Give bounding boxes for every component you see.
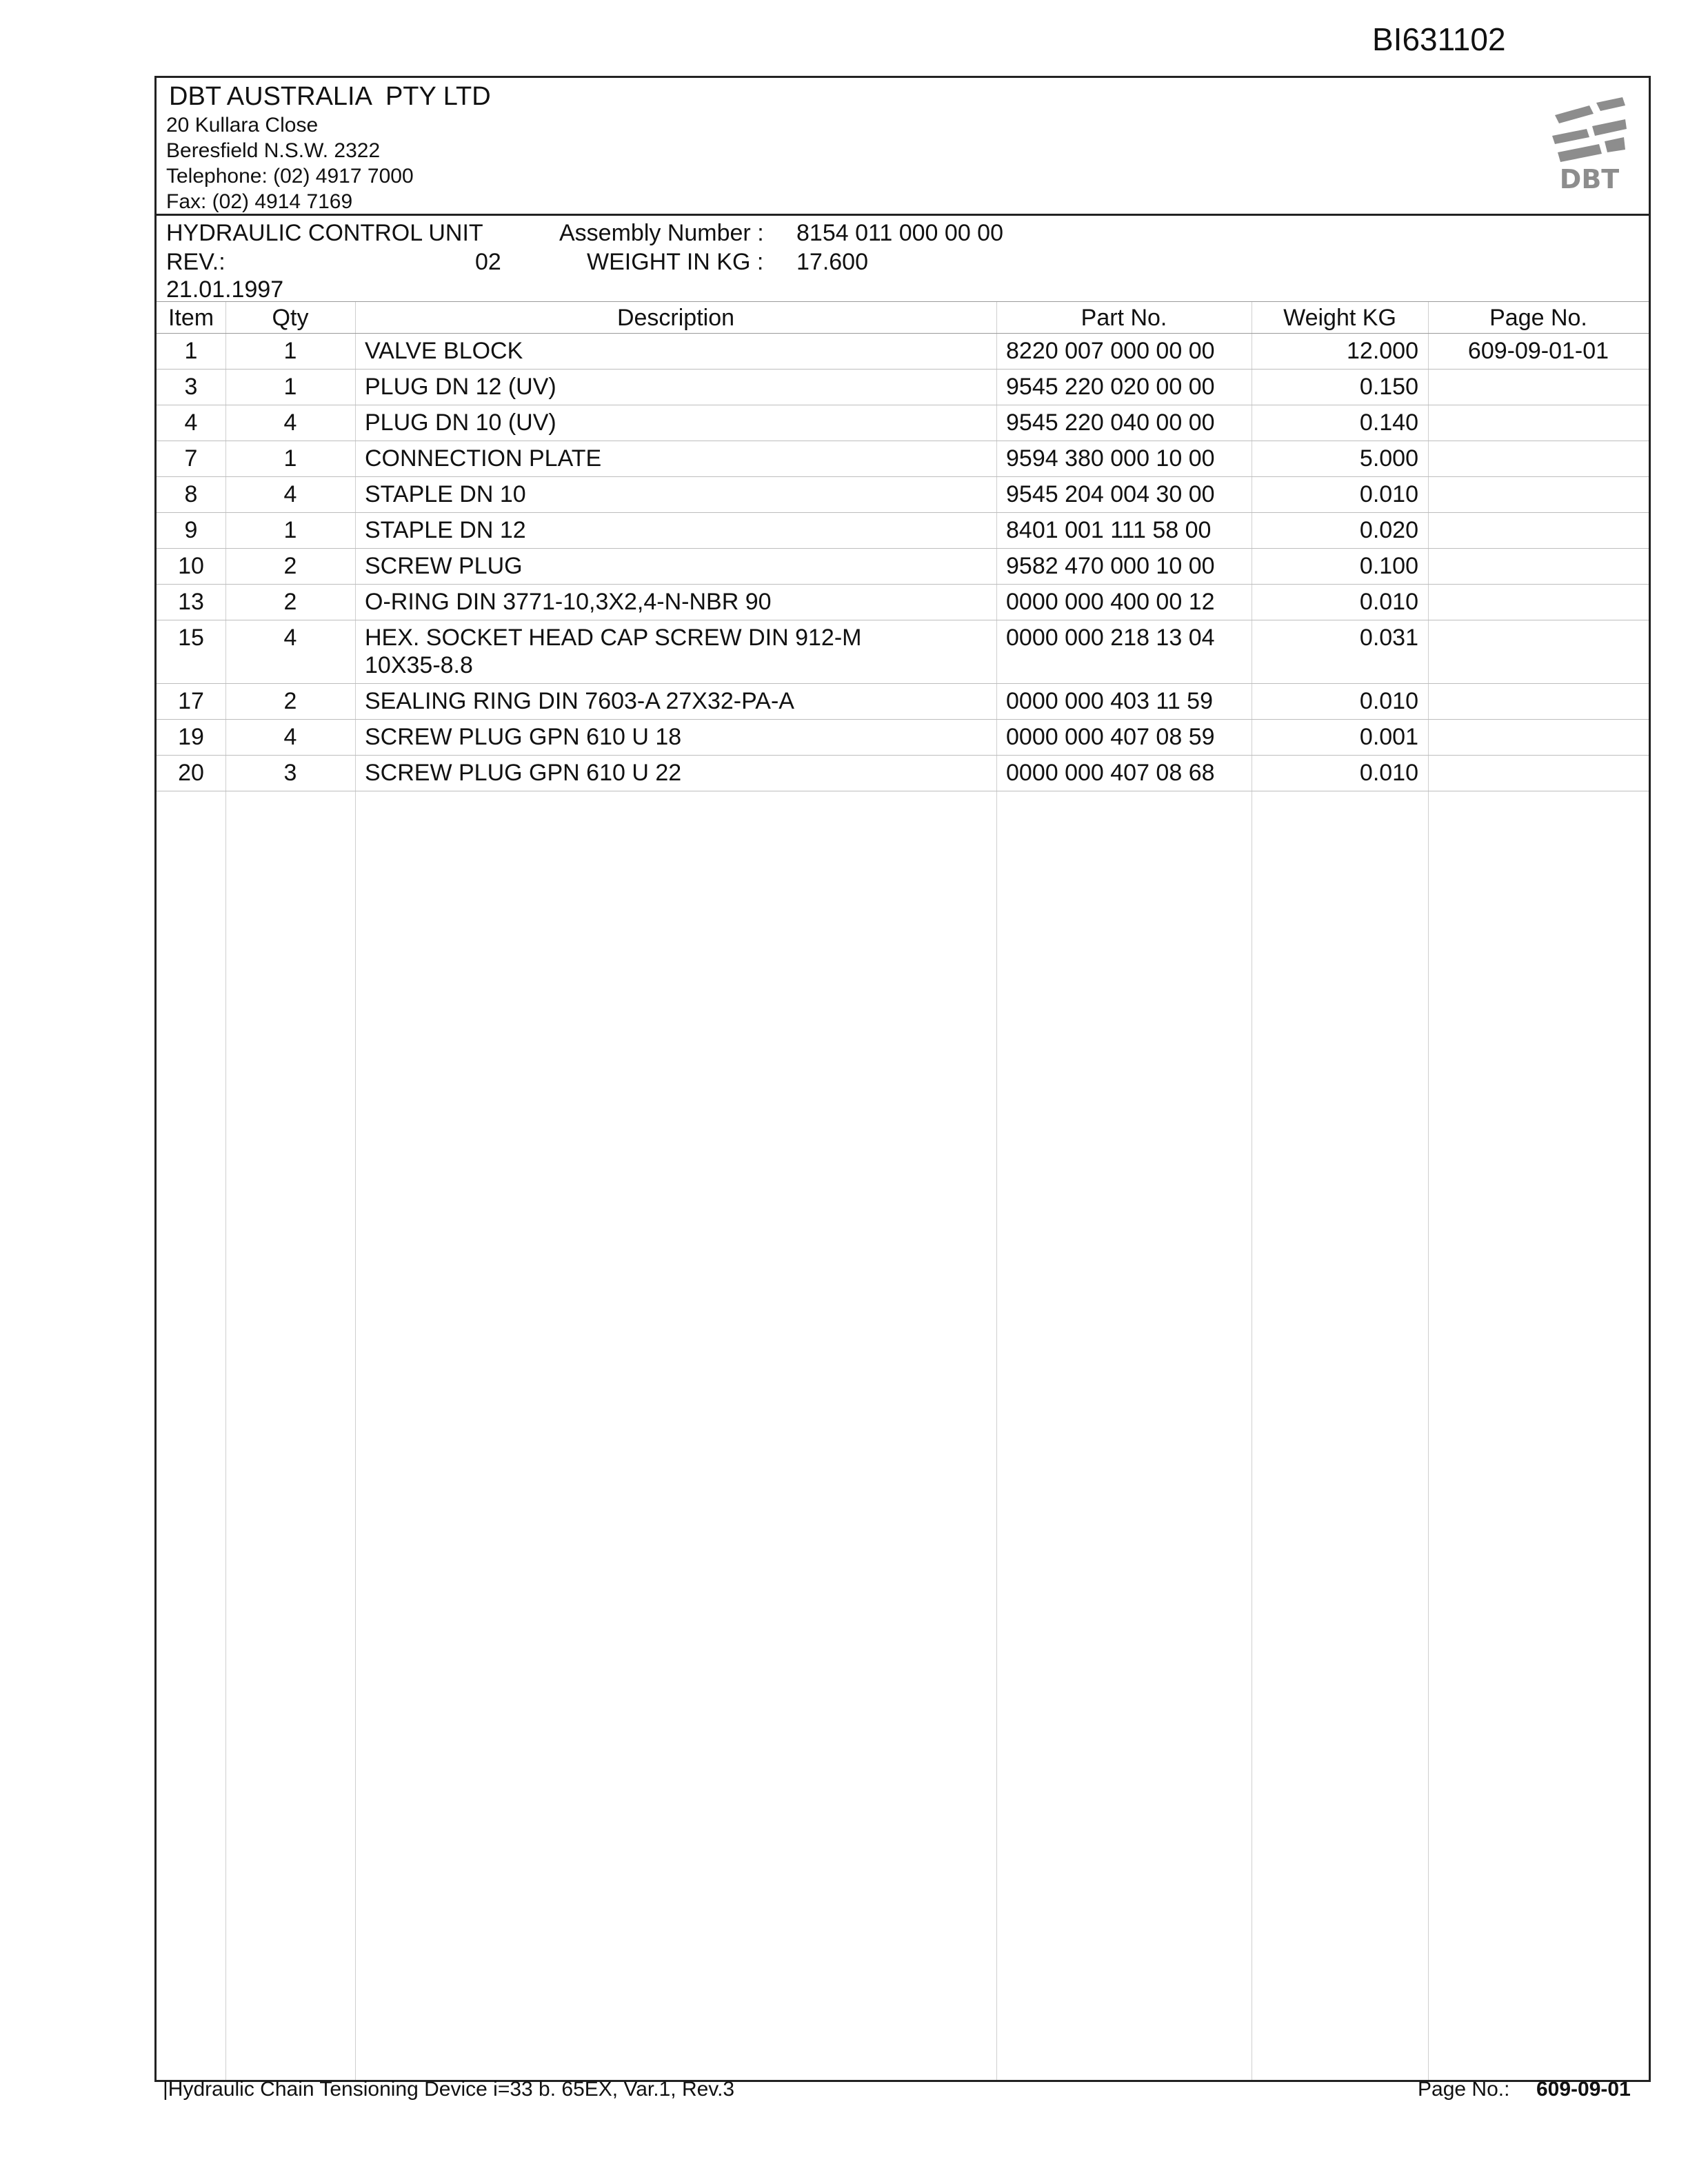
cell-part-no: 0000 000 400 00 12: [1006, 589, 1215, 615]
cell-part-no: 9594 380 000 10 00: [1006, 445, 1215, 472]
cell-part-no: 9545 204 004 30 00: [1006, 481, 1215, 507]
row-divider: [157, 512, 1649, 513]
cell-weight: 0.100: [1359, 553, 1418, 579]
footer-description: |Hydraulic Chain Tensioning Device i=33 b. 65EX, Var.1, Rev.3: [163, 2078, 735, 2101]
row-divider: [157, 683, 1649, 684]
cell-part-no: 8401 001 111 58 00: [1006, 517, 1212, 543]
assembly-number-value: 8154 011 000 00 00: [796, 220, 1003, 246]
cell-item: 10: [178, 553, 204, 579]
cell-weight: 0.020: [1359, 517, 1418, 543]
cell-qty: 2: [283, 589, 297, 615]
footer-page-number: 609-09-01: [1536, 2078, 1631, 2101]
cell-weight: 0.010: [1359, 760, 1418, 786]
cell-item: 9: [184, 517, 198, 543]
company-address-street: 20 Kullara Close: [166, 114, 319, 136]
cell-description: CONNECTION PLATE: [365, 445, 602, 472]
cell-part-no: 0000 000 218 13 04: [1006, 625, 1215, 651]
cell-qty: 4: [283, 625, 297, 651]
column-header-part-no: Part No.: [1081, 305, 1167, 331]
cell-part-no: 8220 007 000 00 00: [1006, 338, 1215, 364]
cell-description: PLUG DN 10 (UV): [365, 410, 556, 436]
cell-item: 13: [178, 589, 204, 615]
cell-item: 7: [184, 445, 198, 472]
cell-item: 15: [178, 625, 204, 651]
row-divider: [157, 755, 1649, 756]
cell-description: STAPLE DN 12: [365, 517, 526, 543]
cell-item: 20: [178, 760, 204, 786]
column-header-page-no: Page No.: [1489, 305, 1587, 331]
cell-item: 3: [184, 374, 198, 400]
cell-qty: 2: [283, 553, 297, 579]
cell-qty: 1: [283, 374, 297, 400]
row-divider: [157, 584, 1649, 585]
weight-label: WEIGHT IN KG :: [587, 249, 764, 275]
logo-lettering: DBT: [1559, 164, 1620, 192]
rev-label: REV.:: [166, 249, 225, 275]
company-header: [157, 78, 1649, 216]
cell-weight: 0.031: [1359, 625, 1418, 651]
rev-value: 02: [475, 249, 501, 275]
cell-part-no: 9545 220 020 00 00: [1006, 374, 1215, 400]
cell-weight: 0.140: [1359, 410, 1418, 436]
column-divider: [355, 301, 356, 2080]
cell-qty: 3: [283, 760, 297, 786]
cell-item: 1: [184, 338, 198, 364]
cell-item: 19: [178, 724, 204, 750]
cell-qty: 1: [283, 445, 297, 472]
document-date: 21.01.1997: [166, 276, 284, 303]
cell-part-no: 9582 470 000 10 00: [1006, 553, 1215, 579]
cell-part-no: 0000 000 407 08 68: [1006, 760, 1215, 786]
cell-qty: 1: [283, 338, 297, 364]
company-fax: Fax: (02) 4914 7169: [166, 190, 353, 213]
column-header-weight: Weight KG: [1283, 305, 1396, 331]
cell-weight: 0.010: [1359, 481, 1418, 507]
cell-qty: 1: [283, 517, 297, 543]
cell-page-no: 609-09-01-01: [1467, 338, 1609, 364]
assembly-title: HYDRAULIC CONTROL UNIT: [166, 220, 483, 246]
cell-item: 4: [184, 410, 198, 436]
row-divider: [157, 301, 1649, 302]
assembly-info: [157, 216, 1649, 301]
cell-qty: 4: [283, 481, 297, 507]
cell-description: HEX. SOCKET HEAD CAP SCREW DIN 912-M: [365, 625, 862, 651]
assembly-number-label: Assembly Number :: [559, 220, 764, 246]
company-address-city: Beresfield N.S.W. 2322: [166, 139, 381, 162]
column-divider: [225, 301, 226, 2080]
cell-qty: 4: [283, 410, 297, 436]
cell-description: VALVE BLOCK: [365, 338, 523, 364]
column-header-item: Item: [168, 305, 214, 331]
column-divider: [1428, 301, 1429, 2080]
document-id: BI631102: [1372, 21, 1506, 57]
row-divider: [157, 548, 1649, 549]
cell-weight: 0.010: [1359, 589, 1418, 615]
cell-item: 8: [184, 481, 198, 507]
row-divider: [157, 369, 1649, 370]
cell-description: SCREW PLUG GPN 610 U 18: [365, 724, 682, 750]
dbt-logo: [1548, 96, 1631, 192]
cell-description: SEALING RING DIN 7603-A 27X32-PA-A: [365, 688, 794, 714]
parts-list-frame: [154, 76, 1651, 2082]
cell-weight: 12.000: [1347, 338, 1418, 364]
company-telephone: Telephone: (02) 4917 7000: [166, 165, 414, 188]
cell-weight: 0.150: [1359, 374, 1418, 400]
weight-value: 17.600: [796, 249, 868, 275]
row-divider: [157, 719, 1649, 720]
cell-description: O-RING DIN 3771-10,3X2,4-N-NBR 90: [365, 589, 772, 615]
column-header-qty: Qty: [272, 305, 309, 331]
cell-description: SCREW PLUG GPN 610 U 22: [365, 760, 682, 786]
company-name: DBT AUSTRALIA PTY LTD: [169, 82, 491, 111]
cell-part-no: 0000 000 403 11 59: [1006, 688, 1213, 714]
cell-qty: 2: [283, 688, 297, 714]
cell-description: STAPLE DN 10: [365, 481, 526, 507]
cell-description: SCREW PLUG: [365, 553, 523, 579]
column-divider: [996, 301, 997, 2080]
footer-page-label: Page No.:: [1418, 2078, 1510, 2101]
cell-item: 17: [178, 688, 204, 714]
cell-weight: 0.001: [1359, 724, 1418, 750]
column-header-description: Description: [616, 305, 735, 331]
cell-weight: 0.010: [1359, 688, 1418, 714]
row-divider: [157, 333, 1649, 334]
row-divider: [157, 476, 1649, 477]
cell-description: PLUG DN 12 (UV): [365, 374, 556, 400]
cell-part-no: 9545 220 040 00 00: [1006, 410, 1215, 436]
cell-qty: 4: [283, 724, 297, 750]
cell-part-no: 0000 000 407 08 59: [1006, 724, 1215, 750]
cell-weight: 5.000: [1359, 445, 1418, 472]
cell-description: 10X35-8.8: [365, 652, 473, 678]
